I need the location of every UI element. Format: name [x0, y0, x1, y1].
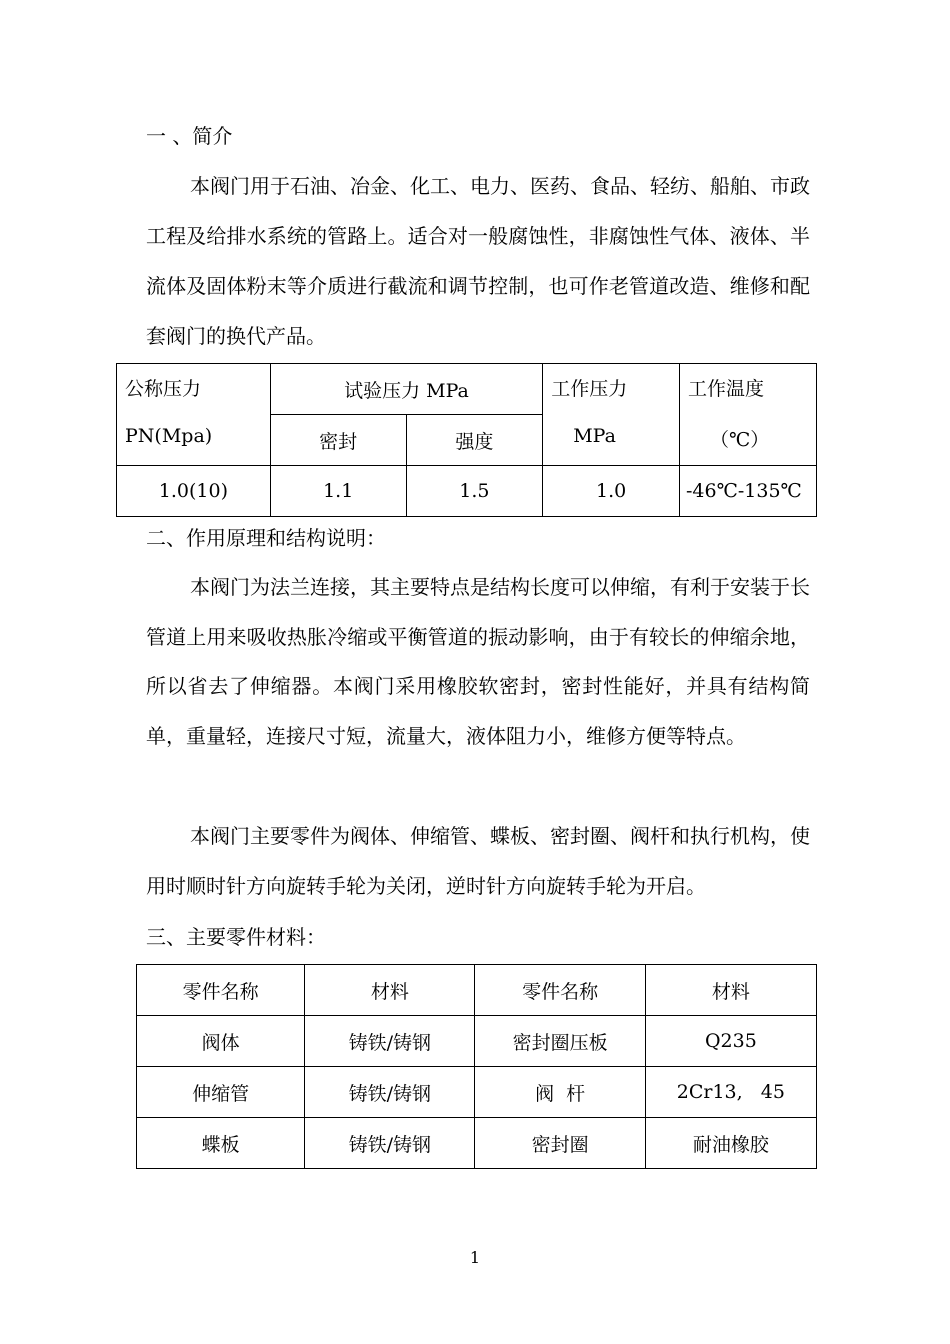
working-pressure-value: 1.0	[543, 466, 680, 517]
material-header: 材料	[645, 965, 816, 1016]
section-2-heading: 二、作用原理和结构说明：	[146, 526, 386, 550]
material-cell: 铸铁/铸钢	[305, 1067, 475, 1118]
material-cell: 铸铁/铸钢	[305, 1016, 475, 1067]
working-pressure-unit: MPa	[573, 425, 616, 447]
table-header-row	[137, 965, 817, 1016]
section-2-text-1: 本阀门为法兰连接，其主要特点是结构长度可以伸缩，有利于安装于长管道上用来吸收热胀冷缩或平衡管道的振动影响，由于有较长的伸缩余地，所以省去了伸缩器。本阀门采用橡胶软密封，密封性能好，并具有结构简单，重量轻，连接尺寸短，流量大，液体阻力小，维修方便等特点。	[146, 575, 810, 748]
working-temperature-label: 工作温度	[688, 378, 765, 400]
part-name-cell: 密封圈压板	[475, 1016, 645, 1067]
section-2-paragraph-2	[146, 812, 810, 911]
section-3-heading: 三、主要零件材料：	[146, 925, 326, 949]
working-temperature-value: -46℃-135℃	[680, 466, 817, 517]
strength-value: 1.5	[406, 466, 543, 517]
page-number: 1	[469, 1248, 481, 1267]
table-row	[137, 1118, 817, 1169]
working-temperature-header	[680, 364, 817, 466]
section-2-paragraph-1	[146, 563, 810, 761]
nominal-pressure-unit: PN(Mpa)	[125, 425, 213, 447]
table-row	[137, 1067, 817, 1118]
nominal-pressure-value: 1.0(10)	[117, 466, 271, 517]
part-name-cell: 密封圈	[475, 1118, 645, 1169]
seal-value: 1.1	[270, 466, 406, 517]
seal-header: 密封	[270, 415, 406, 466]
material-header: 材料	[305, 965, 475, 1016]
part-name-cell: 阀 杆	[475, 1067, 645, 1118]
material-cell: 2Cr13, 45	[645, 1067, 816, 1118]
material-cell: Q235	[645, 1016, 816, 1067]
section-2-text-2: 本阀门主要零件为阀体、伸缩管、蝶板、密封圈、阀杆和执行机构，使用时顺时针方向旋转手轮为关闭，逆时针方向旋转手轮为开启。	[146, 824, 810, 898]
material-cell: 耐油橡胶	[645, 1118, 816, 1169]
section-1-paragraph	[146, 161, 810, 361]
table-row	[137, 1016, 817, 1067]
part-name-header: 零件名称	[137, 965, 305, 1016]
working-pressure-label: 工作压力	[551, 378, 628, 400]
material-cell: 铸铁/铸钢	[305, 1118, 475, 1169]
working-pressure-header	[543, 364, 680, 466]
part-name-cell: 蝶板	[137, 1118, 305, 1169]
spec-table	[116, 363, 817, 517]
part-name-header: 零件名称	[475, 965, 645, 1016]
nominal-pressure-header	[117, 364, 271, 466]
working-temperature-unit: （℃）	[710, 429, 770, 451]
parts-material-table	[136, 964, 817, 1169]
section-1-text: 本阀门用于石油、冶金、化工、电力、医药、食品、轻纺、船舶、市政工程及给排水系统的管路上。适合对一般腐蚀性，非腐蚀性气体、液体、半流体及固体粉末等介质进行截流和调节控制，也可作老管道改造、维修和配套阀门的换代产品。	[146, 174, 810, 348]
part-name-cell: 伸缩管	[137, 1067, 305, 1118]
part-name-cell: 阀体	[137, 1016, 305, 1067]
strength-header: 强度	[406, 415, 543, 466]
test-pressure-header: 试验压力 MPa	[270, 364, 542, 415]
nominal-pressure-label: 公称压力	[125, 378, 202, 400]
section-1-heading: 一 、简介	[146, 124, 233, 148]
